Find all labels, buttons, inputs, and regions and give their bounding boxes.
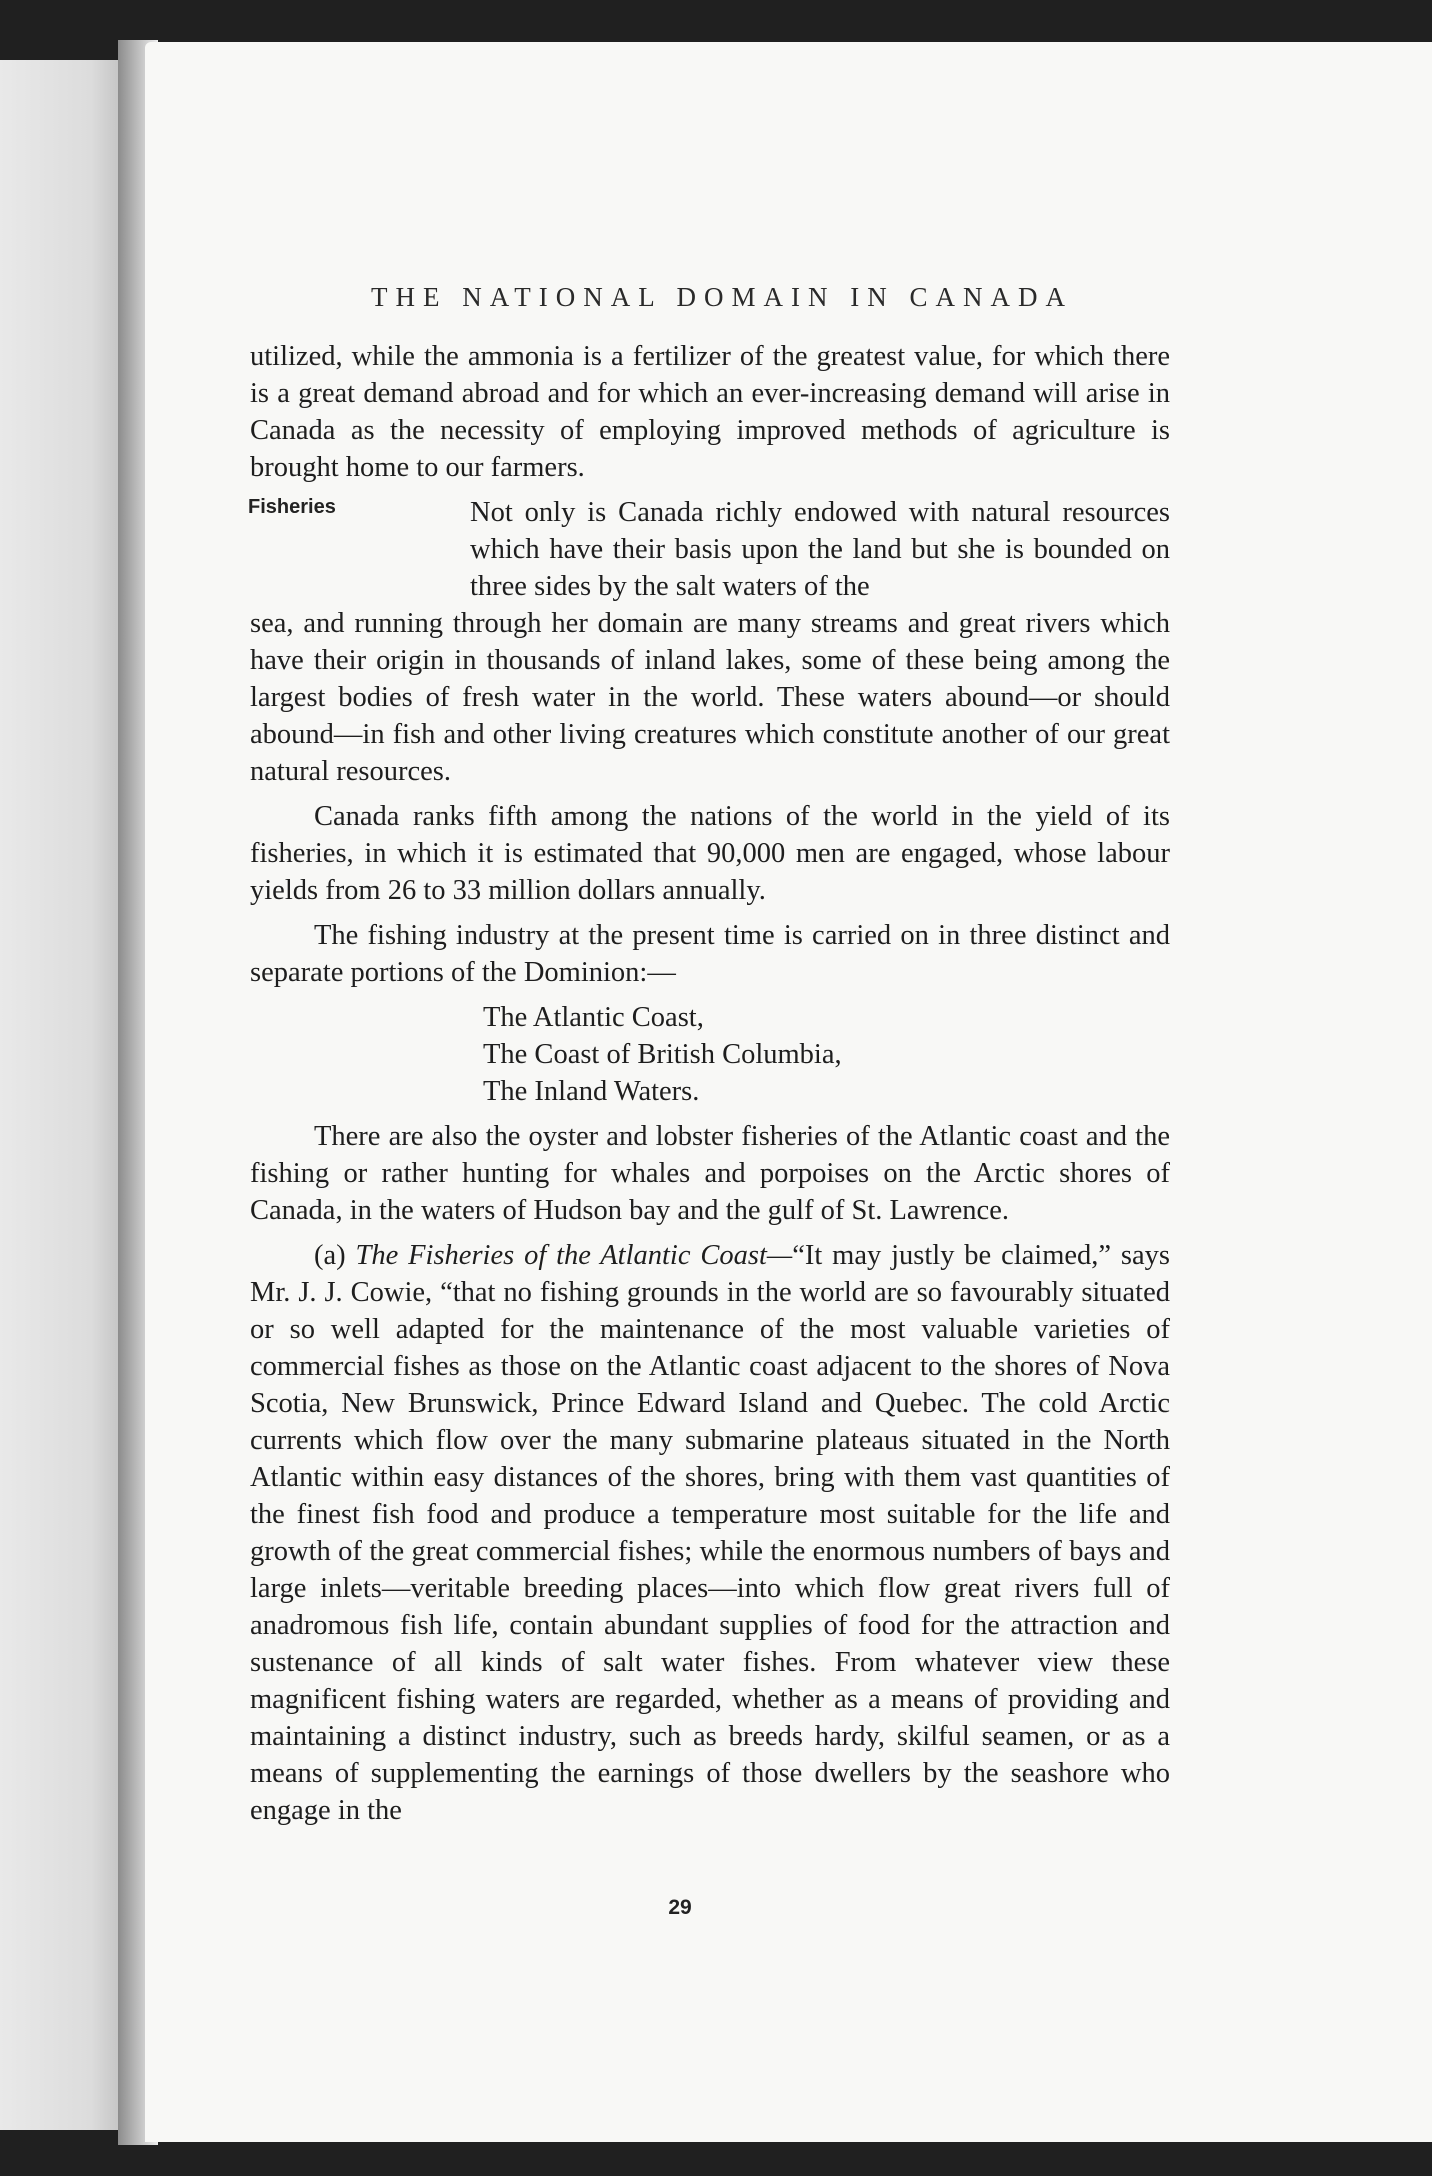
list-item: The Coast of British Columbia, bbox=[483, 1039, 842, 1070]
running-head: THE NATIONAL DOMAIN IN CANADA bbox=[371, 282, 1073, 312]
facing-page-edge bbox=[0, 60, 130, 2130]
body-text bbox=[250, 338, 1170, 1837]
paragraph-fisheries-intro bbox=[250, 494, 1170, 790]
paragraph-atlantic-coast bbox=[250, 1237, 1170, 1829]
section-label: (a) bbox=[314, 1240, 346, 1271]
fisheries-continuation: sea, and running through her domain are many streams and great rivers which have their origin in thousands of inland lakes, some of these being among the largest bodies of fresh water in the world. These waters abound—or should abound—in fish and other living creatures which constitute another of our great natural resources. bbox=[250, 608, 1170, 787]
paragraph-ammonia: utilized, while the ammonia is a fertilizer of the greatest value, for which there is a great demand abroad and for which an ever-increasing demand will arise in Canada as the necessity of employing improved methods of agriculture is brought home to our farmers. bbox=[250, 341, 1170, 483]
coast-list bbox=[250, 999, 1170, 1110]
paragraph-fisheries-rank: Canada ranks fifth among the nations of the world in the yield of its fisheries, in which it is estimated that 90,000 men are engaged, whose labour yields from 26 to 33 million dollars annually. bbox=[250, 801, 1170, 906]
section-body: “It may justly be claimed,” says Mr. J. J. Cowie, “that no fishing grounds in the world are so favourably situated or so well adapted for the maintenance of the most valuable varieties of commercial fishes as those on the Atlantic coast adjacent to the shores of Nova Scotia, New Brunswick, Prince Edward Island and Quebec. The cold Arctic currents which flow over the many submarine plateaus situated in the North Atlantic within easy distances of the shores, bring with them vast quantities of the finest fish food and produce a temperature most suitable for the life and growth of the great commercial fishes; while the enormous numbers of bays and large inlets—veritable breeding places—into which flow great rivers full of anadromous fish life, contain abundant supplies of food for the attraction and sustenance of all kinds of salt water fishes. From whatever view these magnificent fishing waters are regarded, whether as a means of providing and maintaining a distinct industry, such as breeds hardy, skilful seamen, or as a means of supplementing the earnings of those dwellers by the seashore who engage in the bbox=[250, 1240, 1170, 1826]
sidenote-fisheries: Fisheries bbox=[248, 496, 336, 518]
paragraph-oyster-lobster: There are also the oyster and lobster fisheries of the Atlantic coast and the fishing or rather hunting for whales and porpoises on the Arctic shores of Canada, in the waters of Hudson bay and the gulf of St. Lawrence. bbox=[250, 1121, 1170, 1226]
page-number: 29 bbox=[668, 1896, 692, 1919]
list-item: The Inland Waters. bbox=[483, 1076, 700, 1107]
fisheries-lead-in: Not only is Canada richly endowed with natural resources which have their basis upon the land but she is bounded on three sides by the salt waters of the bbox=[470, 497, 1170, 602]
section-title: The Fisheries of the Atlantic Coast— bbox=[355, 1240, 793, 1271]
list-item: The Atlantic Coast, bbox=[483, 1002, 704, 1033]
paragraph-fishing-industry: The fishing industry at the present time is carried on in three distinct and separate portions of the Dominion:— bbox=[250, 920, 1170, 988]
